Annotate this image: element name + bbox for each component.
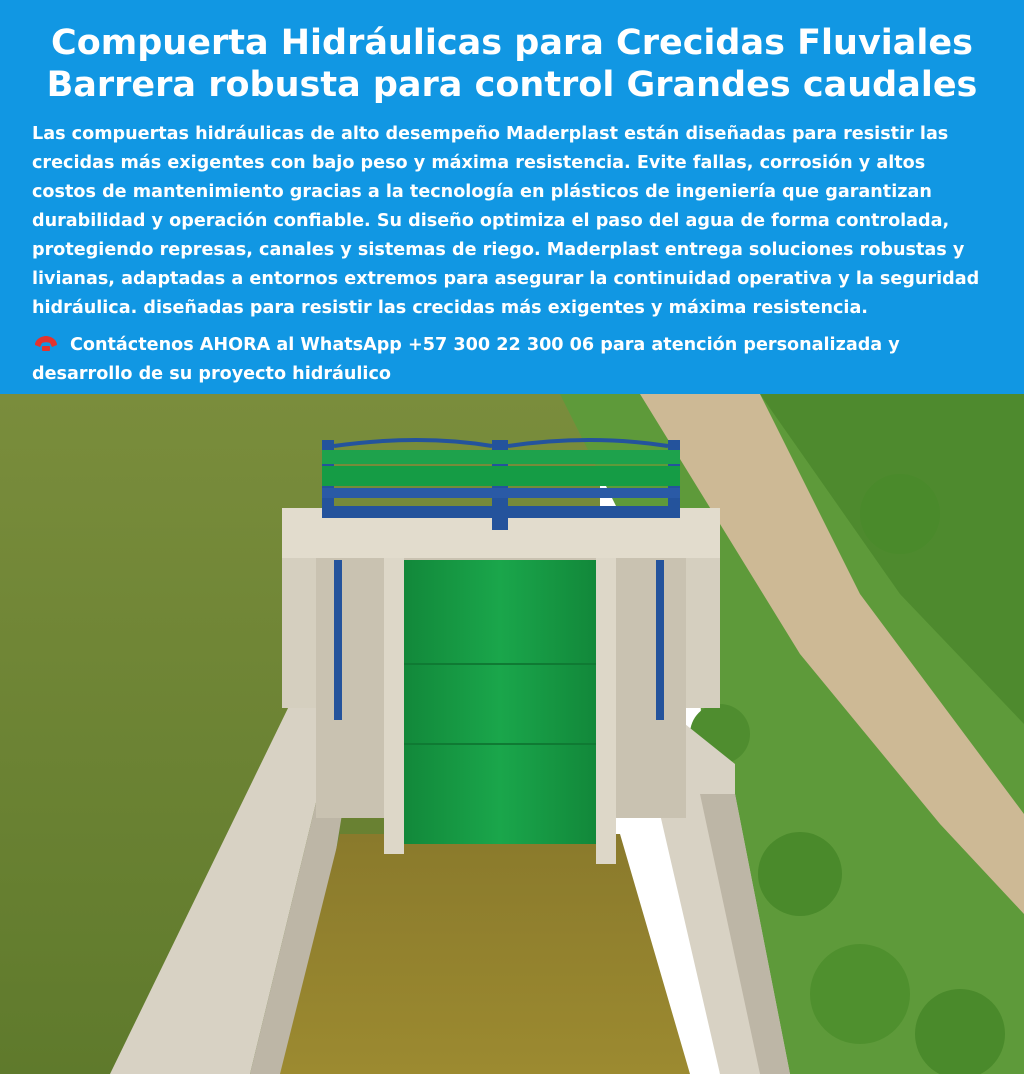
right-pillar	[596, 558, 616, 864]
title-line-2: Barrera robusta para control Grandes caudales	[46, 65, 978, 105]
channel-water	[280, 834, 690, 1074]
photo-canal-gate	[0, 394, 1024, 1074]
page-title	[0, 0, 1024, 106]
description-text: Las compuertas hidráulicas de alto desempeño Maderplast están diseñadas para resistir las crecidas más exigentes con bajo peso y máxima resistencia. Evite fallas, corrosión y altos costos de mantenimiento gracias a la tecnología en plásticos de ingeniería que garantizan durabilidad y operación confiable. Su diseño optimiza el paso del agua de forma controlada, protegiendo represas, canales y sistemas de riego. Maderplast entrega soluciones robustas y livianas, adaptadas a entornos extremos para asegurar la continuidad operativa y la seguridad hidráulica. diseñadas para resistir las crecidas más exigentes y máxima resistencia.	[32, 124, 980, 318]
left-pillar	[384, 558, 404, 854]
title-line-1: Compuerta Hidráulicas para Crecidas Fluviales	[51, 23, 973, 63]
green-rail-top	[322, 450, 680, 464]
green-gate-panel	[404, 560, 596, 844]
contact-line[interactable]	[0, 331, 1024, 389]
phone-icon	[32, 333, 60, 353]
green-rail-mid	[322, 466, 680, 486]
contact-text: Contáctenos AHORA al WhatsApp +57 300 22 300 06 para atención personalizada y desarrollo de su proyecto hidráulico	[32, 335, 900, 384]
gate-illustration	[0, 394, 1024, 1074]
header-banner	[0, 0, 1024, 394]
